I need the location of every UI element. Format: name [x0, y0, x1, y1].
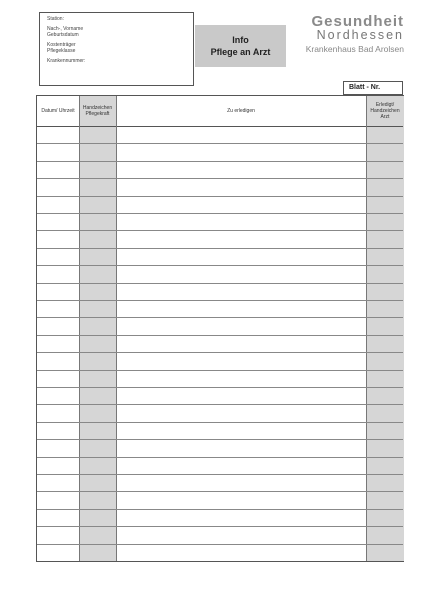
patient-info-box	[39, 12, 194, 86]
record-table	[36, 95, 404, 562]
form-title-box	[195, 25, 286, 67]
row-line	[37, 474, 403, 475]
birthdate-label: Geburtsdatum	[47, 32, 79, 38]
row-line	[37, 335, 403, 336]
header-nurse-sign: Handzeichen Pflegekraft	[82, 105, 113, 117]
row-line	[37, 196, 403, 197]
name-label: Nach-, Vorname	[47, 26, 84, 32]
header-date: Datum/ Uhrzeit	[41, 108, 75, 114]
header-done: Erledigt/ Handzeichen Arzt	[370, 102, 400, 120]
kostentraeger-label: Kostenträger	[47, 42, 76, 48]
row-line	[37, 457, 403, 458]
row-line	[37, 230, 403, 231]
logo-line1: Gesundheit	[311, 13, 404, 30]
row-line	[37, 370, 403, 371]
row-line	[37, 387, 403, 388]
row-line	[37, 178, 403, 179]
row-line	[37, 491, 403, 492]
row-line	[37, 526, 403, 527]
row-line	[37, 352, 403, 353]
row-line	[37, 317, 403, 318]
pflegeklasse-label: Pflegeklasse	[47, 48, 76, 54]
row-line	[37, 509, 403, 510]
row-line	[37, 161, 403, 162]
header-divider	[37, 126, 403, 127]
station-label: Station:	[47, 16, 64, 22]
row-line	[37, 143, 403, 144]
form-title-line1: Info	[232, 35, 249, 45]
header-todo: Zu erledigen	[227, 108, 255, 114]
form-title-line2: Pflege an Arzt	[210, 47, 271, 57]
row-line	[37, 544, 403, 545]
row-line	[37, 439, 403, 440]
logo-line3: Krankenhaus Bad Arolsen	[305, 44, 404, 54]
row-line	[37, 300, 403, 301]
krankennummer-label: Krankennummer:	[47, 58, 86, 64]
row-line	[37, 265, 403, 266]
row-line	[37, 404, 403, 405]
logo-line2: Nordhessen	[316, 28, 404, 42]
row-line	[37, 422, 403, 423]
sheet-number-field[interactable]: Blatt - Nr.	[343, 81, 403, 95]
hospital-logo	[306, 14, 404, 55]
row-line	[37, 283, 403, 284]
row-line	[37, 248, 403, 249]
row-line	[37, 213, 403, 214]
